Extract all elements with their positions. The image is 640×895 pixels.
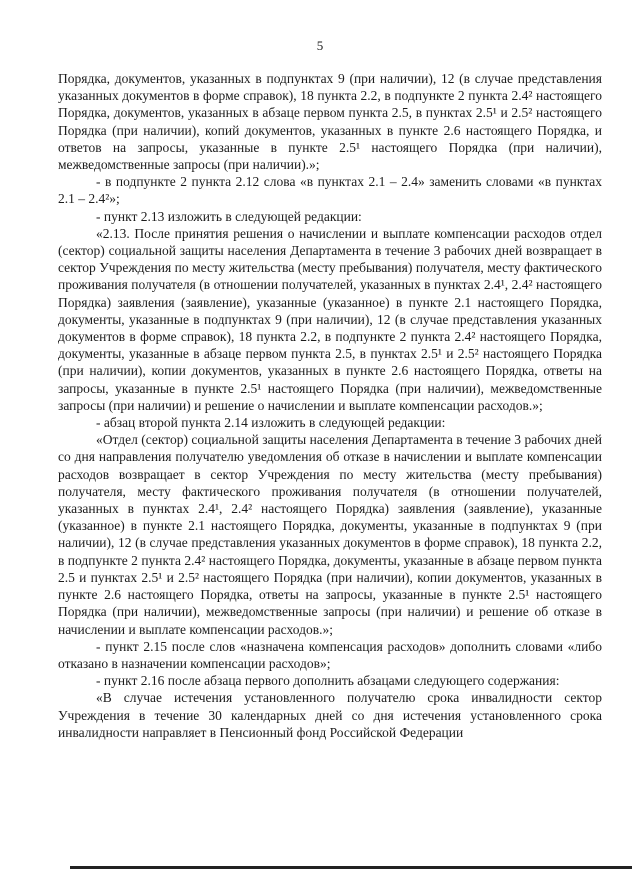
document-body	[58, 70, 602, 741]
paragraph-item-2-12: - в подпункте 2 пункта 2.12 слова «в пунктах 2.1 – 2.4» заменить словами «в пунктах 2.1 – 2.4²»;	[58, 174, 602, 207]
bottom-divider	[70, 866, 632, 869]
paragraph-item-2-15: - пункт 2.15 после слов «назначена компенсация расходов» дополнить словами «либо отказано в назначении компенсации расходов»;	[58, 638, 602, 671]
paragraph-item-2-16-intro: - пункт 2.16 после абзаца первого дополнить абзацами следующего содержания:	[96, 673, 560, 689]
paragraph-item-2-13-intro: - пункт 2.13 изложить в следующей редакции:	[96, 208, 362, 224]
page-number: 5	[316, 38, 324, 53]
paragraph-quote-2-14: «Отдел (сектор) социальной защиты населения Департамента в течение 3 рабочих дней со дня направления получателю уведомления об отказе в начислении и выплате компенсации расходов возвращает в сектор Учреждения по месту жительства (месту пребывания) получателя, месту фактического проживания получателя (в отношении получателей, указанных в пунктах 2.4¹, 2.4² настоящего Порядка) заявления (заявление), указанные (указанное) в пункте 2.1 настоящего Порядка, документы, указанные в подпунктах 9 (при наличии), 12 (в случае представления указанных документов в форме справок), 18 пункта 2.2, в подпункте 2 пункта 2.4² настоящего Порядка, документы, указанные в абзаце первом пункта 2.5 и пунктах 2.5¹ и 2.5² настоящего Порядка (при наличии), копии документов, указанных в пункте 2.6 настоящего Порядка, ответы на запросы, указанные в пункте 2.5¹ настоящего Порядка (при наличии), межведомственные запросы (при наличии) и решение об отказе в начислении и выплате компенсации расходов.»;	[58, 432, 602, 637]
paragraph-item-2-14-intro: - абзац второй пункта 2.14 изложить в следующей редакции:	[96, 415, 446, 431]
paragraph-continuation: Порядка, документов, указанных в подпунктах 9 (при наличии), 12 (в случае представления указанных документов в форме справок), 18 пункта 2.2, в подпункте 2 пункта 2.4² настоящего Порядка, документов, указанных в абзаце первом пункта 2.5, в пунктах 2.5¹ и 2.5² настоящего Порядка (при наличии), копий документов, указанных в пункте 2.6 настоящего Порядка, и ответов на запросы, указанные в пункте 2.5¹ настоящего Порядка (при наличии), межведомственные запросы (при наличии).»;	[58, 71, 602, 173]
paragraph-quote-2-16: «В случае истечения установленного получателю срока инвалидности сектор Учреждения в течение 30 календарных дней со дня истечения установленного срока инвалидности направляет в Пенсионный фонд Российской Федерации	[58, 690, 602, 740]
paragraph-quote-2-13: «2.13. После принятия решения о начислении и выплате компенсации расходов отдел (сектор) социальной защиты населения Департамента в течение 3 рабочих дней возвращает в сектор Учреждения по месту жительства (месту пребывания) получателя, месту фактического проживания получателя (в отношении получателей, указанных в пунктах 2.4¹, 2.4² настоящего Порядка) заявления (заявление), указанные (указанное) в пункте 2.1 настоящего Порядка, документы, указанные в подпунктах 9 (при наличии), 12 (в случае представления указанных документов в форме справок), 18 пункта 2.2, в подпункте 2 пункта 2.4² настоящего Порядка, документы, указанные в абзаце первом пункта 2.5, в пунктах 2.5¹ и 2.5² настоящего Порядка (при наличии), копии документов, указанных в пункте 2.6 настоящего Порядка, ответы на запросы, указанные в пункте 2.5¹ настоящего Порядка (при наличии), межведомственные запросы (при наличии) и решение о начислении и выплате компенсации расходов.»;	[58, 225, 602, 413]
